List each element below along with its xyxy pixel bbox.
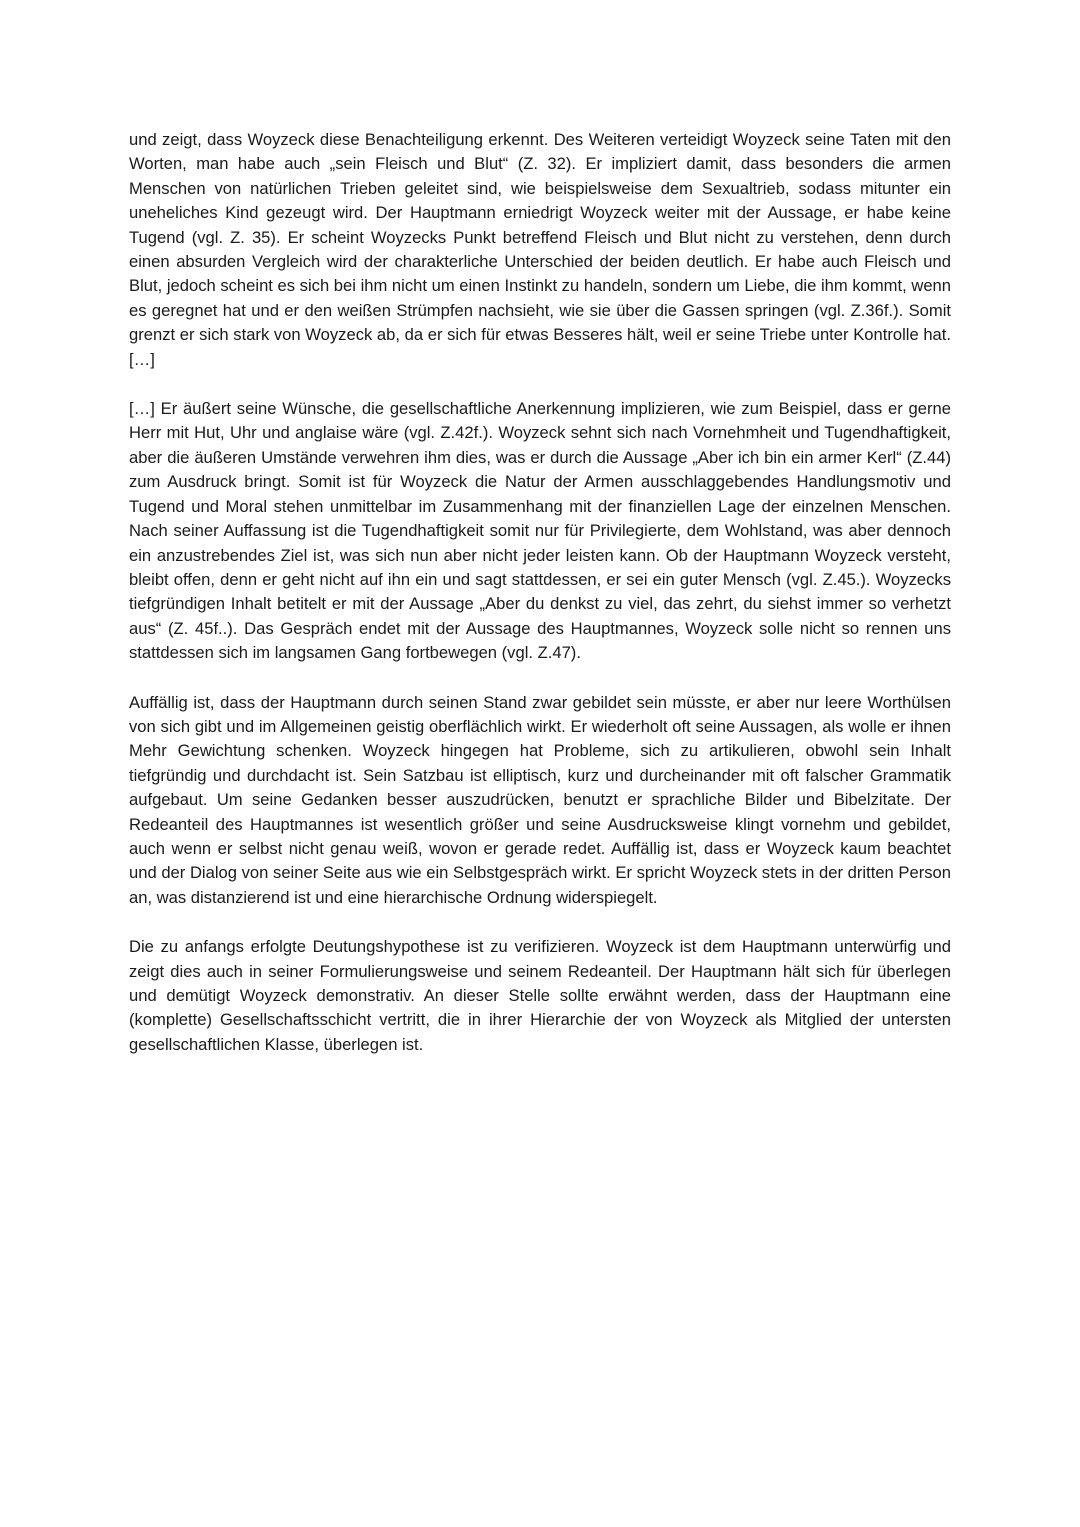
paragraph-2: […] Er äußert seine Wünsche, die gesellschaftliche Anerkennung implizieren, wie zum Beispiel, dass er gerne Herr mit Hut, Uhr und anglaise wäre (vgl. Z.42f.). Woyzeck sehnt sich nach Vornehmheit und Tugendhaftigkeit, aber die äußeren Umstände verwehren ihm dies, was er durch die Aussage „Aber ich bin ein armer Kerl“ (Z.44) zum Ausdruck bringt. Somit ist für Woyzeck die Natur der Armen ausschlaggebendes Handlungsmotiv und Tugend und Moral stehen unmittelbar im Zusammenhang mit der finanziellen Lage der einzelnen Menschen. Nach seiner Auffassung ist die Tugendhaftigkeit somit nur für Privilegierte, dem Wohlstand, was aber dennoch ein anzustrebendes Ziel ist, was sich nun aber nicht jeder leisten kann. Ob der Hauptmann Woyzeck versteht, bleibt offen, denn er geht nicht auf ihn ein und sagt stattdessen, er sei ein guter Mensch (vgl. Z.45.). Woyzecks tiefgründigen Inhalt betitelt er mit der Aussage „Aber du denkst zu viel, das zehrt, du siehst immer so verhetzt aus“ (Z. 45f..). Das Gespräch endet mit der Aussage des Hauptmannes, Woyzeck solle nicht so rennen uns stattdessen sich im langsamen Gang fortbewegen (vgl. Z.47).	[129, 399, 951, 663]
document-body	[129, 128, 951, 1082]
paragraph-1: und zeigt, dass Woyzeck diese Benachteiligung erkennt. Des Weiteren verteidigt Woyzeck seine Taten mit den Worten, man habe auch „sein Fleisch und Blut“ (Z. 32). Er impliziert damit, dass besonders die armen Menschen von natürlichen Trieben geleitet sind, wie beispielsweise dem Sexualtrieb, sodass mitunter ein uneheliches Kind gezeugt wird. Der Hauptmann erniedrigt Woyzeck weiter mit der Aussage, er habe keine Tugend (vgl. Z. 35). Er scheint Woyzecks Punkt betreffend Fleisch und Blut nicht zu verstehen, denn durch einen absurden Vergleich wird der charakterliche Unterschied der beiden deutlich. Er habe auch Fleisch und Blut, jedoch scheint es sich bei ihm nicht um einen Instinkt zu handeln, sondern um Liebe, die ihm kommt, wenn es geregnet hat und er den weißen Strümpfen nachsieht, wie sie über die Gassen springen (vgl. Z.36f.). Somit grenzt er sich stark von Woyzeck ab, da er sich für etwas Besseres hält, weil er seine Triebe unter Kontrolle hat. […]	[129, 130, 951, 369]
paragraph-3: Auffällig ist, dass der Hauptmann durch seinen Stand zwar gebildet sein müsste, er aber nur leere Worthülsen von sich gibt und im Allgemeinen geistig oberflächlich wirkt. Er wiederholt oft seine Aussagen, als wolle er ihnen Mehr Gewichtung schenken. Woyzeck hingegen hat Probleme, sich zu artikulieren, obwohl sein Inhalt tiefgründig und durchdacht ist. Sein Satzbau ist elliptisch, kurz und durcheinander mit oft falscher Grammatik aufgebaut. Um seine Gedanken besser auszudrücken, benutzt er sprachliche Bilder und Bibelzitate. Der Redeanteil des Hauptmannes ist wesentlich größer und seine Ausdrucksweise klingt vornehm und gebildet, auch wenn er selbst nicht genau weiß, wovon er gerade redet. Auffällig ist, dass er Woyzeck kaum beachtet und der Dialog von seiner Seite aus wie ein Selbstgespräch wirkt. Er spricht Woyzeck stets in der dritten Person an, was distanzierend ist und eine hierarchische Ordnung widerspiegelt.	[129, 692, 951, 907]
paragraph-4: Die zu anfangs erfolgte Deutungshypothese ist zu verifizieren. Woyzeck ist dem Hauptmann unterwürfig und zeigt dies auch in seiner Formulierungsweise und seinem Redeanteil. Der Hauptmann hält sich für überlegen und demütigt Woyzeck demonstrativ. An dieser Stelle sollte erwähnt werden, dass der Hauptmann eine (komplette) Gesellschaftsschicht vertritt, die in ihrer Hierarchie der von Woyzeck als Mitglied der untersten gesellschaftlichen Klasse, überlegen ist.	[129, 937, 951, 1054]
